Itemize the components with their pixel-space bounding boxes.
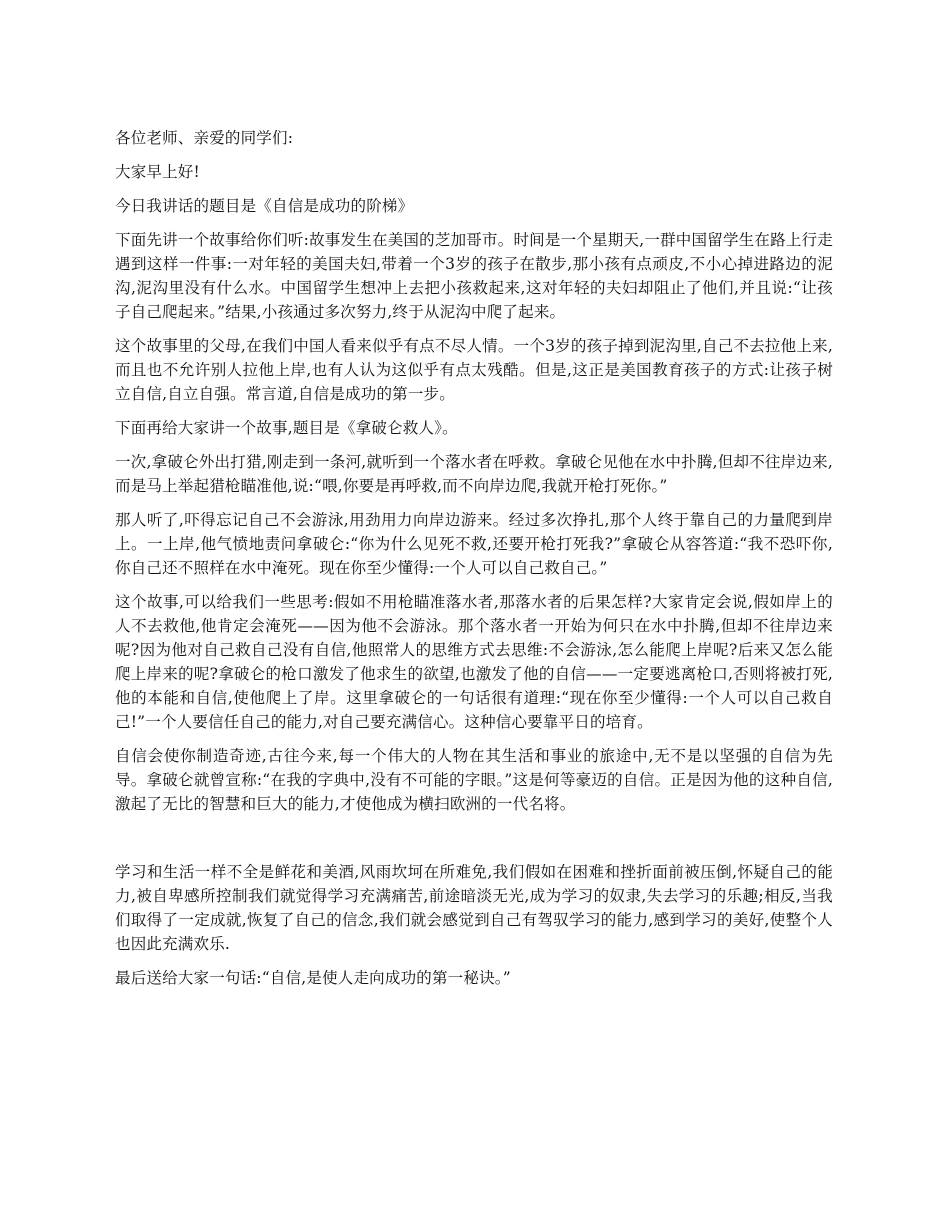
paragraph-spacer bbox=[115, 826, 833, 860]
closing-paragraph: 最后送给大家一句话:“自信,是使人走向成功的第一秘诀。” bbox=[115, 969, 511, 987]
document-body bbox=[115, 126, 833, 1000]
story-two-intro-paragraph: 下面再给大家讲一个故事,题目是《拿破仑救人》。 bbox=[115, 419, 458, 437]
topic-paragraph: 今日我讲话的题目是《自信是成功的阶梯》 bbox=[115, 197, 414, 215]
story-one-reflection-paragraph: 这个故事里的父母,在我们中国人看来似乎有点不尽人情。一个3岁的孩子掉到泥沟里,自己不去拉他上来,而且也不允许别人拉他上岸,也有人认为这似乎有点太残酷。但是,这正是美国教育孩子的方式:让孩子树立自信,自立自强。常言道,自信是成功的第一步。 bbox=[115, 337, 833, 403]
greeting-paragraph: 各位老师、亲爱的同学们: bbox=[115, 129, 294, 147]
story-two-continued-paragraph: 那人听了,吓得忘记自己不会游泳,用劲用力向岸边游来。经过多次挣扎,那个人终于靠自己的力量爬到岸上。一上岸,他气愤地责问拿破仑:“你为什么见死不救,还要开枪打死我?”拿破仑从容答道:“我不恐吓你,你自己还不照样在水中淹死。现在你至少懂得:一个人可以自己救自己。” bbox=[115, 511, 833, 577]
story-one-paragraph: 下面先讲一个故事给你们听:故事发生在美国的芝加哥市。时间是一个星期天,一群中国留学生在路上行走遇到这样一件事:一对年轻的美国夫妇,带着一个3岁的孩子在散步,那小孩有点顽皮,不小心掉进路边的泥沟,泥沟里没有什么水。中国留学生想冲上去把小孩救起来,这对年轻的夫妇却阻止了他们,并且说:“让孩子自己爬起来。”结果,小孩通过多次努力,终于从泥沟中爬了起来。 bbox=[115, 231, 833, 321]
story-two-reflection-paragraph: 这个故事,可以给我们一些思考:假如不用枪瞄准落水者,那落水者的后果怎样?大家肯定会说,假如岸上的人不去救他,他肯定会淹死——因为他不会游泳。那个落水者一开始为何只在水中扑腾,但却不往岸边来呢?因为他对自己救自己没有自信,他照常人的思维方式去思维:不会游泳,怎么能爬上岸呢?后来又怎么能爬上岸来的呢?拿破仑的枪口激发了他求生的欲望,也激发了他的自信——一定要逃离枪口,否则将被打死,他的本能和自信,使他爬上了岸。这里拿破仑的一句话很有道理:“现在你至少懂得:一个人可以自己救自己!”一个人要信任自己的能力,对自己要充满信心。这种信心要靠平日的培育。 bbox=[115, 593, 833, 731]
story-two-paragraph: 一次,拿破仑外出打猎,刚走到一条河,就听到一个落水者在呼救。拿破仑见他在水中扑腾,但却不往岸边来,而是马上举起猎枪瞄准他,说:“喂,你要是再呼救,而不向岸边爬,我就开枪打死你。” bbox=[115, 453, 833, 495]
confidence-paragraph: 自信会使你制造奇迹,古往今来,每一个伟大的人物在其生活和事业的旅途中,无不是以坚强的自信为先导。拿破仑就曾宣称:“在我的字典中,没有不可能的字眼。”这是何等豪迈的自信。正是因为他的这种自信,激起了无比的智慧和巨大的能力,才使他成为横扫欧洲的一代名将。 bbox=[115, 747, 833, 813]
salutation-paragraph: 大家早上好! bbox=[115, 163, 200, 181]
study-paragraph: 学习和生活一样不全是鲜花和美酒,风雨坎坷在所难免,我们假如在困难和挫折面前被压倒,怀疑自己的能力,被自卑感所控制我们就觉得学习充满痛苦,前途暗淡无光,成为学习的奴隶,失去学习的乐趣;相反,当我们取得了一定成就,恢复了自己的信念,我们就会感觉到自己有驾驭学习的能力,感到学习的美好,使整个人也因此充满欢乐. bbox=[115, 863, 833, 953]
